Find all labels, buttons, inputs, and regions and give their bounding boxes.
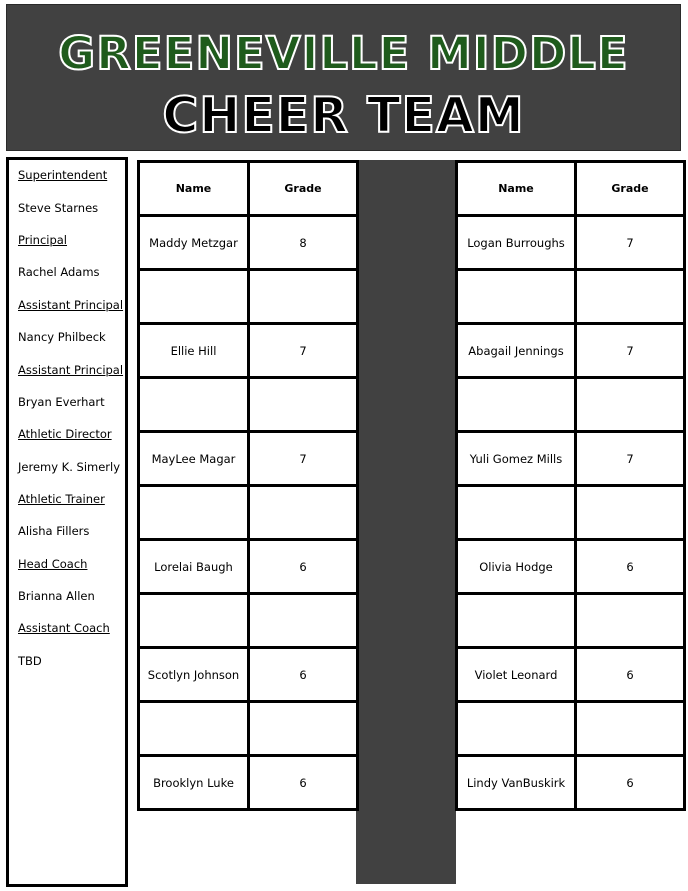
roster-table-left bbox=[137, 160, 359, 811]
page-title-line2: CHEER TEAM bbox=[162, 87, 525, 144]
member-grade bbox=[249, 270, 358, 324]
member-grade bbox=[249, 378, 358, 432]
staff-role: Superintendent bbox=[18, 168, 108, 182]
page-title-line1: GREENEVILLE MIDDLE bbox=[58, 27, 629, 80]
grade-column-header: Grade bbox=[249, 162, 358, 216]
table-row bbox=[457, 432, 685, 486]
member-name bbox=[457, 378, 576, 432]
table-row bbox=[139, 594, 358, 648]
staff-name: Bryan Everhart bbox=[18, 395, 105, 409]
table-row bbox=[139, 702, 358, 756]
member-grade bbox=[576, 702, 685, 756]
member-grade: 6 bbox=[576, 648, 685, 702]
member-grade bbox=[576, 378, 685, 432]
staff-role: Assistant Coach bbox=[18, 621, 110, 635]
member-name: Lorelai Baugh bbox=[139, 540, 249, 594]
table-row bbox=[139, 756, 358, 810]
table-row bbox=[139, 432, 358, 486]
member-grade: 6 bbox=[576, 756, 685, 810]
member-name: Brooklyn Luke bbox=[139, 756, 249, 810]
member-name bbox=[139, 270, 249, 324]
member-name: Abagail Jennings bbox=[457, 324, 576, 378]
member-name bbox=[139, 594, 249, 648]
member-grade: 6 bbox=[249, 540, 358, 594]
member-name bbox=[457, 594, 576, 648]
staff-name: Steve Starnes bbox=[18, 201, 99, 215]
table-row bbox=[457, 540, 685, 594]
member-name bbox=[139, 486, 249, 540]
member-grade: 6 bbox=[249, 756, 358, 810]
member-name: Logan Burroughs bbox=[457, 216, 576, 270]
member-grade bbox=[249, 702, 358, 756]
member-grade: 7 bbox=[576, 432, 685, 486]
staff-role: Athletic Trainer bbox=[18, 492, 105, 506]
staff-role: Assistant Principal bbox=[18, 298, 124, 312]
member-name: Olivia Hodge bbox=[457, 540, 576, 594]
staff-role: Head Coach bbox=[18, 557, 88, 571]
table-row bbox=[457, 324, 685, 378]
table-row bbox=[457, 702, 685, 756]
member-grade bbox=[249, 486, 358, 540]
table-row bbox=[139, 270, 358, 324]
staff-name: Alisha Fillers bbox=[18, 524, 90, 538]
member-name bbox=[457, 702, 576, 756]
name-column-header: Name bbox=[139, 162, 249, 216]
grade-column-header: Grade bbox=[576, 162, 685, 216]
table-row bbox=[457, 216, 685, 270]
table-row bbox=[457, 270, 685, 324]
staff-role: Principal bbox=[18, 233, 68, 247]
table-row bbox=[457, 378, 685, 432]
member-grade bbox=[576, 594, 685, 648]
table-header-row bbox=[457, 162, 685, 216]
table-row bbox=[139, 486, 358, 540]
member-grade: 8 bbox=[249, 216, 358, 270]
member-grade: 6 bbox=[576, 540, 685, 594]
member-name bbox=[139, 378, 249, 432]
member-grade: 7 bbox=[249, 324, 358, 378]
table-row bbox=[457, 594, 685, 648]
member-name: Maddy Metzgar bbox=[139, 216, 249, 270]
staff-name: Rachel Adams bbox=[18, 265, 100, 279]
staff-panel bbox=[6, 157, 128, 887]
member-name: Scotlyn Johnson bbox=[139, 648, 249, 702]
member-name: Ellie Hill bbox=[139, 324, 249, 378]
table-row bbox=[457, 486, 685, 540]
table-row bbox=[139, 378, 358, 432]
member-name bbox=[457, 270, 576, 324]
member-grade: 6 bbox=[249, 648, 358, 702]
table-row bbox=[139, 540, 358, 594]
member-grade bbox=[576, 486, 685, 540]
title-banner bbox=[6, 4, 681, 151]
staff-name: TBD bbox=[18, 654, 42, 668]
table-row bbox=[139, 324, 358, 378]
member-grade: 7 bbox=[576, 324, 685, 378]
table-row bbox=[457, 648, 685, 702]
member-grade bbox=[249, 594, 358, 648]
member-grade: 7 bbox=[576, 216, 685, 270]
table-row bbox=[139, 216, 358, 270]
staff-role: Athletic Director bbox=[18, 427, 112, 441]
staff-name: Brianna Allen bbox=[18, 589, 95, 603]
center-divider bbox=[356, 160, 456, 884]
member-name: Lindy VanBuskirk bbox=[457, 756, 576, 810]
member-name bbox=[139, 702, 249, 756]
staff-name: Nancy Philbeck bbox=[18, 330, 106, 344]
staff-name: Jeremy K. Simerly bbox=[18, 460, 121, 474]
table-row bbox=[457, 756, 685, 810]
member-name: Violet Leonard bbox=[457, 648, 576, 702]
member-name: MayLee Magar bbox=[139, 432, 249, 486]
table-row bbox=[139, 648, 358, 702]
member-grade: 7 bbox=[249, 432, 358, 486]
table-header-row bbox=[139, 162, 358, 216]
member-name: Yuli Gomez Mills bbox=[457, 432, 576, 486]
name-column-header: Name bbox=[457, 162, 576, 216]
member-name bbox=[457, 486, 576, 540]
member-grade bbox=[576, 270, 685, 324]
staff-role: Assistant Principal bbox=[18, 363, 124, 377]
roster-table-right bbox=[455, 160, 686, 811]
